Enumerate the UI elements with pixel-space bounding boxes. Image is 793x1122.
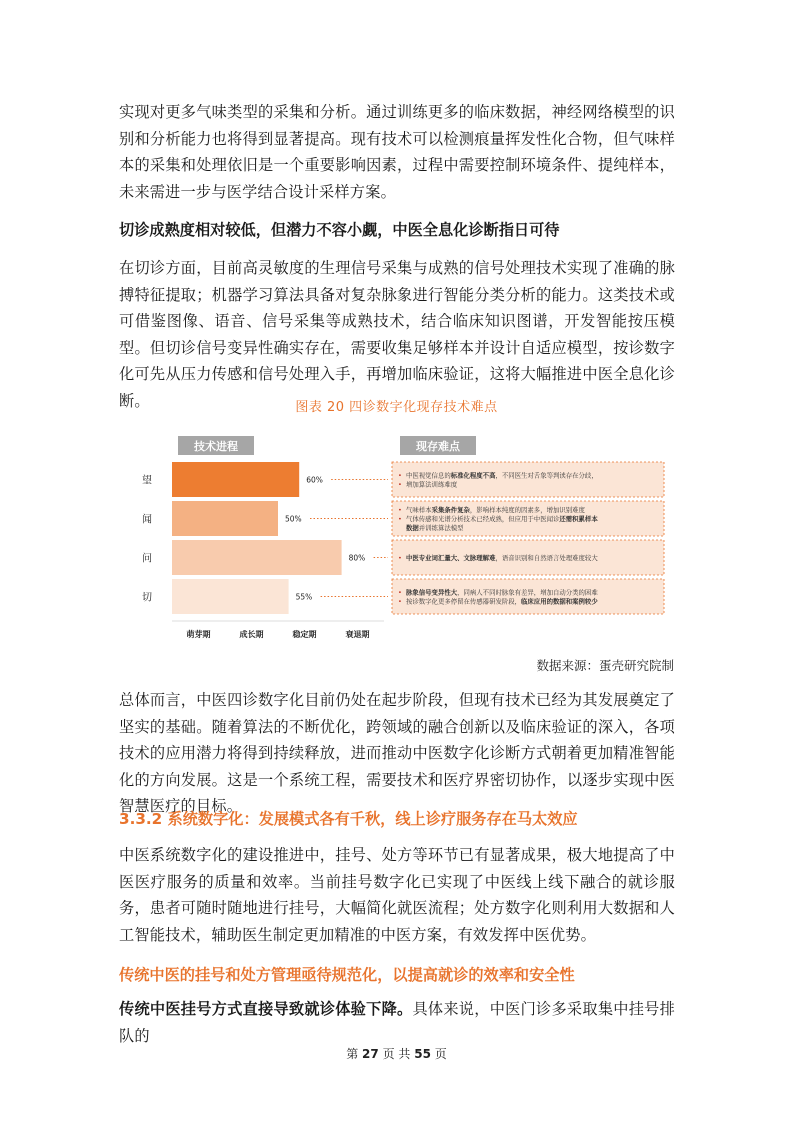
difficulty-text: [406, 597, 598, 606]
difficulty-text-bold: 还需积累样本: [559, 515, 598, 523]
paragraph-4: 中医系统数字化的建设推进中，挂号、处方等环节已有显著成果，极大地提高了中医医疗服务的质量和效率。当前挂号数字化已实现了中医线上线下融合的就诊服务，患者可随时随地进行挂号，大幅简化就医流程；处方数字化则利用大数据和人工智能技术，辅助医生制定更加精准的中医方案，有效发挥中医优势。: [119, 846, 675, 944]
section-heading-qiezhen: 切诊成熟度相对较低，但潜力不容小觑，中医全息化诊断指日可待: [119, 221, 560, 239]
x-stage-label: 稳定期: [292, 630, 317, 639]
difficulty-text-segment: 气体传感和光谱分析技术已经成熟，但应用于中医闻诊: [406, 515, 560, 523]
difficulty-text-bold: 数据: [406, 524, 419, 532]
category-label: 切: [142, 592, 152, 604]
difficulty-text: [406, 553, 598, 562]
difficulty-text: [406, 523, 464, 532]
section-heading-3-3-2: 3.3.2 系统数字化：发展模式各有千秋，线上诊疗服务存在马太效应: [119, 810, 578, 828]
bar: [172, 462, 299, 497]
difficulty-panel: [392, 579, 664, 614]
difficulty-text-bold: 临床应用的数据和案例较少: [521, 597, 598, 606]
paragraph-1: 实现对更多气味类型的采集和分析。通过训练更多的临床数据，神经网络模型的识别和分析能力也将得到显著提高。现有技术可以检测痕量挥发性化合物，但气味样本的采集和处理依旧是一个重要影响因素，过程中需要控制环境条件、提纯样本，未来需进一步与医学结合设计采样方案。: [119, 103, 675, 201]
category-label: 望: [142, 475, 152, 487]
difficulty-text-bold: 脉象信号变异性大: [406, 588, 458, 597]
paragraph-5-lead: 传统中医挂号方式直接导致就诊体验下降。: [119, 1000, 413, 1018]
bar-value-label: 55%: [295, 592, 313, 602]
difficulty-text-segment: ，语音识别和自然语言处理难度较大: [495, 554, 598, 562]
difficulty-text-segment: ，不同医生对舌象等判读存在分歧，: [495, 471, 598, 480]
difficulty-text-bold: 标准化程度不高: [450, 471, 496, 480]
right-header-label: 现存难点: [416, 440, 460, 453]
bar-value-label: 60%: [306, 475, 323, 485]
difficulty-text-segment: 气味样本: [406, 506, 432, 514]
bar: [172, 501, 278, 536]
page-footer: [0, 1045, 793, 1062]
figure-caption: 图表 20 四诊数字化现存技术难点: [295, 400, 498, 415]
left-header-label: 技术进程: [194, 440, 238, 453]
difficulty-text: [406, 471, 598, 480]
x-stage-label: 成长期: [239, 630, 264, 639]
footer-total-pages: 55: [414, 1047, 431, 1061]
difficulty-text-bold: 采集条件复杂: [431, 506, 470, 514]
bullet-marker: •: [398, 588, 402, 597]
bullet-marker: •: [398, 471, 402, 480]
difficulty-text-bold: 中医专业词汇量大、文脉理解难: [406, 554, 496, 562]
difficulty-text: [406, 480, 458, 489]
section-subheading-guahao: 传统中医的挂号和处方管理亟待规范化，以提高就诊的效率和安全性: [119, 966, 575, 984]
difficulty-text: [406, 514, 598, 523]
bar-value-label: 80%: [348, 553, 366, 563]
x-stage-label: 萌芽期: [186, 630, 211, 639]
bar-value-label: 50%: [285, 514, 302, 524]
difficulty-text-segment: 增加算法训练难度: [406, 480, 458, 489]
bullet-marker: •: [398, 554, 402, 562]
difficulty-text-segment: 按诊数字化更多停留在传感器研发阶段，: [406, 597, 522, 606]
difficulty-text-segment: ，影响样本纯度的因素多，增加识别难度: [469, 506, 585, 514]
difficulty-text: [406, 588, 598, 597]
bullet-marker: •: [398, 506, 402, 514]
category-label: 闻: [142, 514, 152, 526]
bar: [172, 540, 342, 575]
footer-middle: 页 共: [382, 1047, 411, 1061]
paragraph-3: 总体而言，中医四诊数字化目前仍处在起步阶段，但现有技术已经为其发展奠定了坚实的基础。随着算法的不断优化，跨领域的融合创新以及临床验证的深入，各项技术的应用潜力将得到持续释放，进而推动中医数字化诊断方式朝着更加精准智能化的方向发展。这是一个系统工程，需要技术和医疗界密切协作，以逐步实现中医智慧医疗的目标。: [119, 691, 675, 815]
bullet-marker: •: [398, 597, 402, 606]
paragraph-5: [119, 996, 675, 1049]
difficulty-panel: [392, 462, 664, 497]
difficulty-text-segment: 并训练算法模型: [418, 524, 464, 532]
figure-source: 数据来源：蛋壳研究院制: [536, 658, 674, 673]
difficulty-text-segment: ，同病人不同时脉象有差异，增加自动分类的困难: [457, 588, 598, 597]
bullet-marker: •: [398, 515, 402, 523]
paragraph-2: 在切诊方面，目前高灵敏度的生理信号采集与成熟的信号处理技术实现了准确的脉搏特征提取；机器学习算法具备对复杂脉象进行智能分类分析的能力。这类技术或可借鉴图像、语音、信号采集等成熟技术，结合临床知识图谱，开发智能按压模型。但切诊信号变异性确实存在，需要收集足够样本并设计自适应模型，按诊数字化可先从压力传感和信号处理入手，再增加临床验证，这将大幅推进中医全息化诊断。: [119, 259, 675, 410]
paragraph-5-text: 具体来说，中医门诊多采取集中挂号排队的: [119, 1000, 675, 1045]
difficulty-text: [406, 505, 586, 514]
bullet-marker: •: [398, 480, 402, 489]
footer-prefix: 第: [346, 1047, 359, 1061]
footer-page-number: 27: [362, 1047, 379, 1061]
difficulty-text-segment: 中医视觉信息的: [406, 471, 451, 480]
footer-suffix: 页: [434, 1047, 447, 1061]
category-label: 问: [142, 553, 152, 565]
bar: [172, 579, 289, 614]
x-stage-label: 衰退期: [345, 630, 370, 639]
